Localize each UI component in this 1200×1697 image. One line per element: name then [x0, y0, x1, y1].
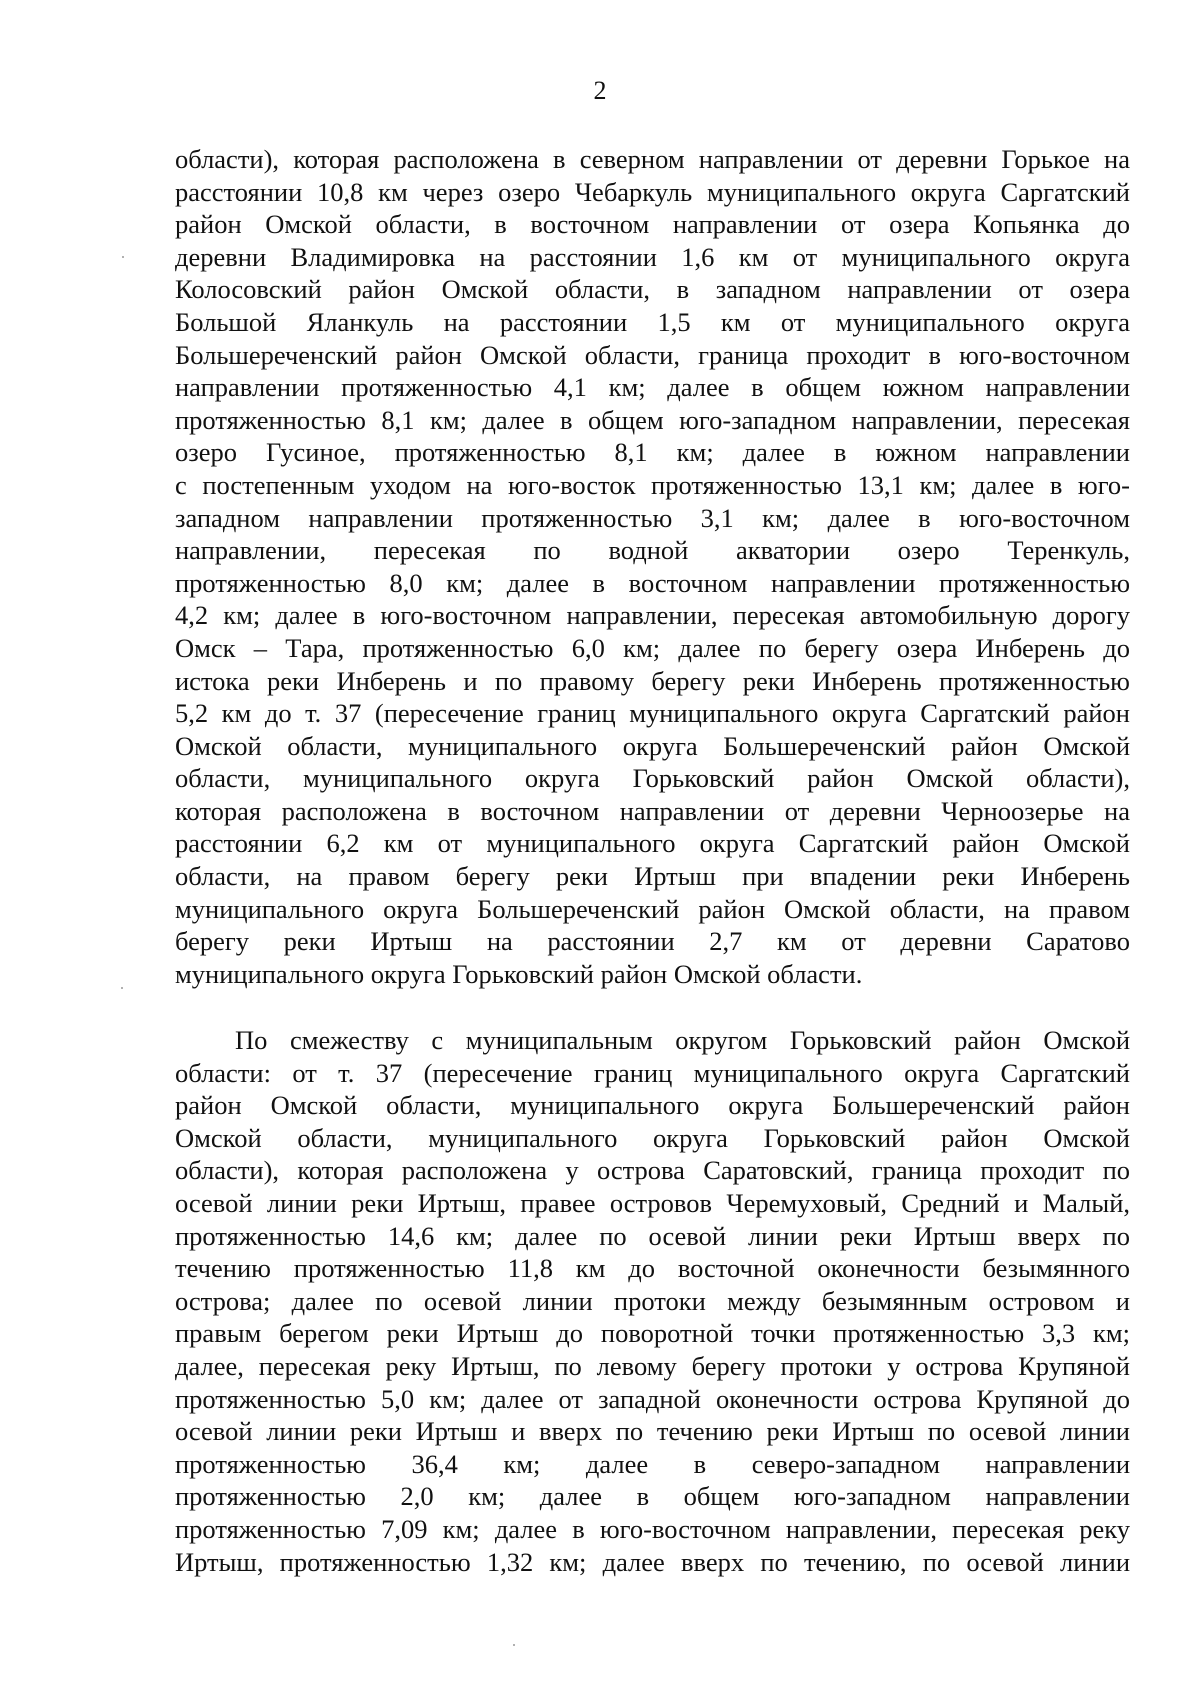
- text-line: Колосовский район Омской области, в западном направлении от озера: [175, 274, 1130, 305]
- text-line: западном направлении протяженностью 3,1 км; далее в юго-восточном: [175, 502, 1130, 533]
- text-line: берегу реки Иртыш на расстоянии 2,7 км от деревни Саратово: [175, 926, 1130, 957]
- scan-speck: [513, 1644, 515, 1646]
- text-line: Омской области, муниципального округа Большереченский район Омской: [175, 730, 1130, 761]
- text-line: протяженностью 14,6 км; далее по осевой линии реки Иртыш вверх по: [175, 1220, 1130, 1251]
- text-line: далее, пересекая реку Иртыш, по левому берегу протоки у острова Крупяной: [175, 1350, 1130, 1381]
- paragraph-boundary-description-1: [175, 143, 1130, 990]
- text-line: которая расположена в восточном направлении от деревни Черноозерье на: [175, 795, 1130, 826]
- text-line: истока реки Инберень и по правому берегу реки Инберень протяженностью: [175, 665, 1130, 696]
- text-line: протяженностью 8,1 км; далее в общем юго-западном направлении, пересекая: [175, 404, 1130, 435]
- text-line: направлении протяженностью 4,1 км; далее в общем южном направлении: [175, 372, 1130, 403]
- text-line: расстоянии 6,2 км от муниципального округа Саргатский район Омской: [175, 828, 1130, 859]
- paragraph-boundary-description-2: [175, 1024, 1130, 1578]
- text-line: протяженностью 5,0 км; далее от западной оконечности острова Крупяной до: [175, 1383, 1130, 1414]
- text-line: муниципального округа Большереченский район Омской области, на правом: [175, 893, 1130, 924]
- text-line: протяженностью 8,0 км; далее в восточном направлении протяженностью: [175, 567, 1130, 598]
- text-line: осевой линии реки Иртыш и вверх по течению реки Иртыш по осевой линии: [175, 1416, 1130, 1447]
- text-line: По смежеству с муниципальным округом Горьковский район Омской: [235, 1025, 1130, 1055]
- text-line: деревни Владимировка на расстоянии 1,6 км от муниципального округа: [175, 241, 1130, 272]
- text-line: направлении, пересекая по водной акватории озеро Теренкуль,: [175, 535, 1130, 566]
- text-line: области: от т. 37 (пересечение границ муниципального округа Саргатский: [175, 1057, 1130, 1088]
- text-line: правым берегом реки Иртыш до поворотной точки протяженностью 3,3 км;: [175, 1318, 1130, 1349]
- text-line: Большереченский район Омской области, граница проходит в юго-восточном: [175, 339, 1130, 370]
- text-line: осевой линии реки Иртыш, правее островов Черемуховый, Средний и Малый,: [175, 1187, 1130, 1218]
- scan-speck: [122, 256, 124, 258]
- text-line: протяженностью 2,0 км; далее в общем юго-западном направлении: [175, 1481, 1130, 1512]
- text-line: 4,2 км; далее в юго-восточном направлении, пересекая автомобильную дорогу: [175, 600, 1130, 631]
- text-line: острова; далее по осевой линии протоки между безымянным островом и: [175, 1285, 1130, 1316]
- page-number: 2: [593, 76, 607, 105]
- text-line: течению протяженностью 11,8 км до восточной оконечности безымянного: [175, 1253, 1130, 1284]
- text-line: области), которая расположена у острова Саратовский, граница проходит по: [175, 1155, 1130, 1186]
- text-line: район Омской области, в восточном направлении от озера Копьянка до: [175, 209, 1130, 240]
- text-line: протяженностью 36,4 км; далее в северо-западном направлении: [175, 1448, 1130, 1479]
- text-line: Большой Яланкуль на расстоянии 1,5 км от муниципального округа: [175, 306, 1130, 337]
- text-line: области, муниципального округа Горьковский район Омской области),: [175, 763, 1130, 794]
- text-line: район Омской области, муниципального округа Большереченский район: [175, 1090, 1130, 1121]
- text-line: Омск – Тара, протяженностью 6,0 км; далее по берегу озера Инберень до: [175, 632, 1130, 663]
- text-line: расстоянии 10,8 км через озеро Чебаркуль муниципального округа Саргатский: [175, 176, 1130, 207]
- text-line: протяженностью 7,09 км; далее в юго-восточном направлении, пересекая реку: [175, 1513, 1130, 1544]
- text-line: Иртыш, протяженностью 1,32 км; далее вверх по течению, по осевой линии: [175, 1546, 1130, 1577]
- text-line: области), которая расположена в северном направлении от деревни Горькое на: [175, 144, 1130, 174]
- text-line: Омской области, муниципального округа Горьковский район Омской: [175, 1122, 1130, 1153]
- text-line: области, на правом берегу реки Иртыш при впадении реки Инберень: [175, 861, 1130, 892]
- scan-speck: [121, 987, 123, 989]
- text-line: с постепенным уходом на юго-восток протяженностью 13,1 км; далее в юго-: [175, 469, 1130, 500]
- text-line: озеро Гусиное, протяженностью 8,1 км; далее в южном направлении: [175, 437, 1130, 468]
- text-line: муниципального округа Горьковский район Омской области.: [175, 958, 863, 989]
- text-line: 5,2 км до т. 37 (пересечение границ муниципального округа Саргатский район: [175, 698, 1130, 729]
